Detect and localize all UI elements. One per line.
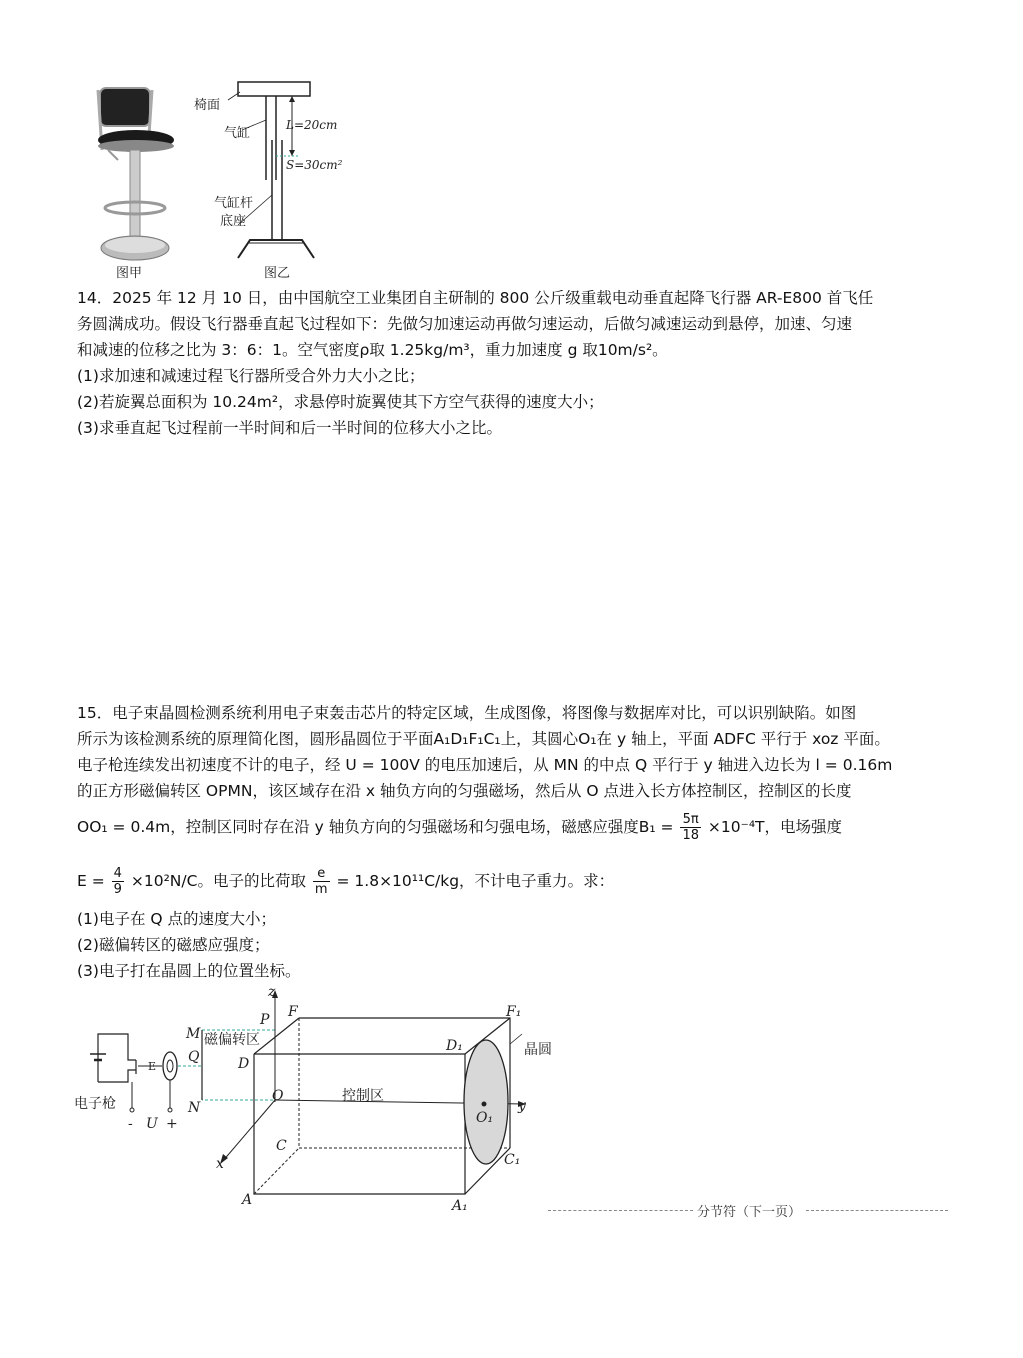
- label-minus: -: [128, 1116, 133, 1132]
- label-N: N: [188, 1100, 201, 1116]
- q15-line5-a: OO₁ = 0.4m，控制区同时存在沿 y 轴负方向的匀强磁场和匀强电场，磁感应强度B₁ =: [77, 818, 674, 836]
- label-rod-line1: 气缸杆: [214, 196, 254, 211]
- label-C: C: [276, 1138, 287, 1154]
- q15-line6-c: = 1.8×10¹¹C/kg，不计电子重力。求：: [336, 872, 615, 890]
- figure-cylinder: [190, 80, 350, 280]
- q14-line1: 14．2025 年 12 月 10 日，由中国航空工业集团自主研制的 800 公斤级重载电动垂直起降飞行器 AR-E800 首飞任: [77, 289, 874, 307]
- label-gun: 电子枪: [74, 1096, 116, 1112]
- q15-sub2: (2)磁偏转区的磁感应强度；: [77, 936, 270, 954]
- q14-sub2: (2)若旋翼总面积为 10.24m²，求悬停时旋翼使其下方空气获得的速度大小；: [77, 393, 604, 411]
- label-cylinder: 气缸: [224, 126, 251, 141]
- fig-a-caption: 图甲: [116, 266, 143, 281]
- q15-line3: 电子枪连续发出初速度不计的电子，经 U = 100V 的电压加速后，从 MN 的中点 Q 平行于 y 轴进入边长为 l = 0.16m: [77, 756, 893, 774]
- fraction-e-num: 4: [113, 866, 122, 881]
- label-C1: C₁: [504, 1152, 521, 1168]
- q15-line1: 15．电子束晶圆检测系统利用电子束轰击芯片的特定区域，生成图像，将图像与数据库对比，可以识别缺陷。如图: [77, 704, 857, 722]
- label-F1: F₁: [506, 1004, 522, 1020]
- label-area: S=30cm²: [286, 158, 343, 172]
- label-control: 控制区: [342, 1088, 384, 1104]
- fraction-b1: [680, 812, 701, 843]
- fraction-e: [112, 866, 124, 897]
- q15-line6: [77, 866, 614, 897]
- section-break-dash-left: [548, 1210, 693, 1211]
- q14-line2: 务圆满成功。假设飞行器垂直起飞过程如下：先做匀加速运动再做匀速运动，后做匀减速运动到悬停，加速、匀速: [77, 315, 853, 333]
- fraction-em-num: e: [313, 866, 330, 882]
- fraction-em-den: m: [314, 882, 328, 897]
- label-U: U: [146, 1116, 158, 1132]
- q15-line5-b: ×10⁻⁴T，电场强度: [707, 818, 842, 836]
- fig-b-caption: 图乙: [264, 266, 291, 281]
- chair-image: [88, 80, 188, 270]
- q15-diagram: [70, 982, 560, 1217]
- label-Q: Q: [188, 1049, 200, 1065]
- q14-sub3: (3)求垂直起飞过程前一半时间和后一半时间的位移大小之比。: [77, 419, 502, 437]
- label-z: z: [268, 984, 276, 1000]
- label-P: P: [260, 1012, 270, 1028]
- label-length: L=20cm: [286, 118, 338, 132]
- fraction-e-den: 9: [113, 882, 122, 897]
- label-seat: 椅面: [194, 98, 221, 113]
- q15-sub3: (3)电子打在晶圆上的位置坐标。: [77, 962, 301, 980]
- label-x: x: [216, 1156, 224, 1172]
- label-mag-zone: 磁偏转区: [204, 1032, 260, 1048]
- label-rod-line2: 底座: [220, 214, 247, 229]
- label-A1: A₁: [452, 1198, 468, 1214]
- section-break-label: 分节符（下一页）: [693, 1201, 805, 1220]
- q14-line3: 和减速的位移之比为 3：6：1。空气密度ρ取 1.25kg/m³，重力加速度 g 取10m/s²。: [77, 341, 668, 359]
- label-O: O: [272, 1088, 284, 1104]
- q15-line2: 所示为该检测系统的原理简化图，圆形晶圆位于平面A₁D₁F₁C₁上，其圆心O₁在 y 轴上，平面 ADFC 平行于 xoz 平面。: [77, 730, 890, 748]
- label-plus: +: [166, 1116, 178, 1132]
- q15-line5: [77, 812, 842, 843]
- fraction-b1-num: 5π: [680, 812, 701, 828]
- section-break: [548, 1200, 948, 1220]
- section-break-dash-right: [806, 1210, 948, 1211]
- q15-line4: 的正方形磁偏转区 OPMN，该区域存在沿 x 轴负方向的匀强磁场，然后从 O 点进入长方体控制区，控制区的长度: [77, 782, 852, 800]
- q15-sub1: (1)电子在 Q 点的速度大小；: [77, 910, 277, 928]
- q14-sub1: (1)求加速和减速过程飞行器所受合外力大小之比；: [77, 367, 425, 385]
- q15-line6-a: E =: [77, 872, 105, 890]
- figure-chair: [88, 80, 188, 280]
- q15-line6-b: ×10²N/C。电子的比荷取: [130, 872, 306, 890]
- label-M: M: [186, 1026, 201, 1042]
- label-E: E: [148, 1060, 157, 1073]
- label-y: y: [518, 1098, 526, 1114]
- label-D1: D₁: [446, 1038, 463, 1054]
- label-O1: O₁: [476, 1110, 494, 1126]
- fraction-em: [313, 866, 330, 897]
- label-D: D: [238, 1056, 250, 1072]
- label-A: A: [242, 1192, 253, 1208]
- label-wafer: 晶圆: [524, 1042, 552, 1058]
- label-F: F: [288, 1004, 298, 1020]
- fraction-b1-den: 18: [682, 828, 699, 843]
